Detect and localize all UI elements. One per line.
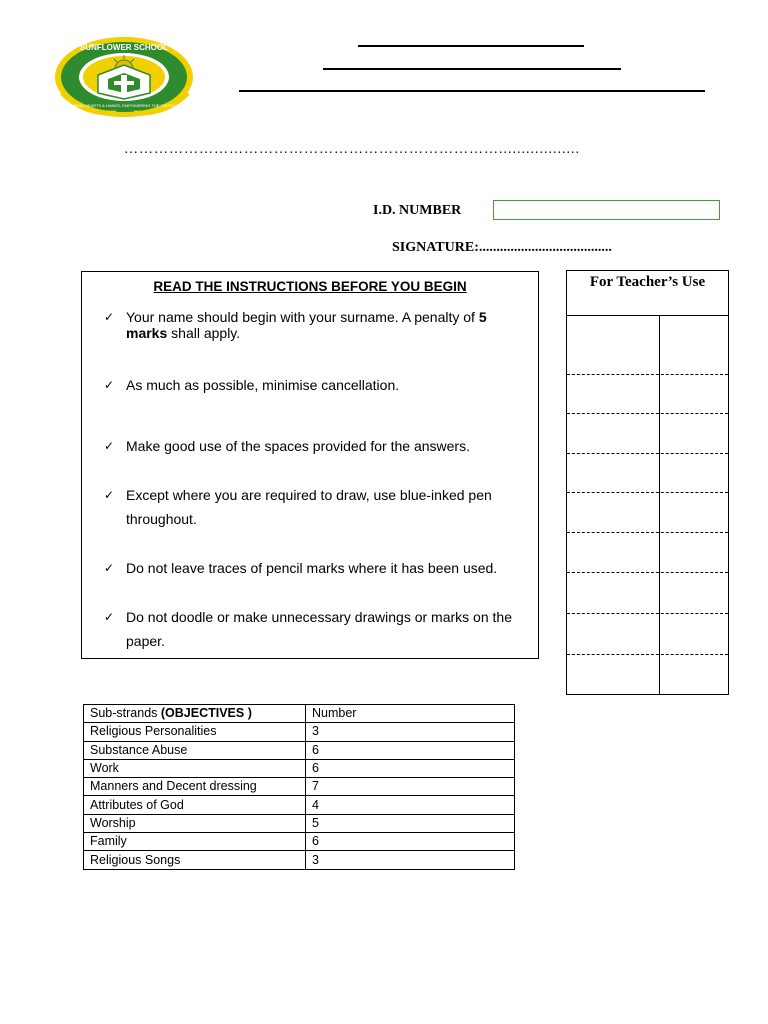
substrand-number: 4 <box>306 796 515 814</box>
instruction-text: As much as possible, minimise cancellation. <box>126 377 400 393</box>
teacher-use-row[interactable] <box>567 492 728 493</box>
teacher-use-divider <box>567 315 728 316</box>
table-header-number: Number <box>306 705 515 723</box>
instructions-title: READ THE INSTRUCTIONS BEFORE YOU BEGIN <box>153 279 467 294</box>
substrand-name: Religious Songs <box>84 851 306 869</box>
svg-text:REAL HEARTS & HANDS, EMPOWERIN: REAL HEARTS & HANDS, EMPOWERING THE YOUTH <box>73 103 175 108</box>
teacher-use-row[interactable] <box>567 532 728 533</box>
substrand-name: Manners and Decent dressing <box>84 778 306 796</box>
teacher-use-column-divider <box>659 315 660 694</box>
teacher-use-row[interactable] <box>567 613 728 614</box>
substrand-number: 5 <box>306 814 515 832</box>
instruction-text: Do not leave traces of pencil marks where it has been used. <box>126 560 498 576</box>
checkmark-icon: ✓ <box>104 439 115 453</box>
substrand-number: 6 <box>306 741 515 759</box>
teacher-use-row[interactable] <box>567 572 728 573</box>
instruction-text: Except where you are required to draw, use blue-inked pen throughout. <box>126 487 492 527</box>
instruction-text: Do not doodle or make unnecessary drawings or marks on the paper. <box>126 609 512 649</box>
table-row <box>84 814 515 832</box>
checkmark-icon: ✓ <box>104 310 115 324</box>
substrand-number: 6 <box>306 833 515 851</box>
table-header-row <box>84 705 515 723</box>
substrand-number: 3 <box>306 851 515 869</box>
table-row <box>84 833 515 851</box>
checkmark-icon: ✓ <box>104 561 115 575</box>
substrand-name: Family <box>84 833 306 851</box>
checkmark-icon: ✓ <box>104 610 115 624</box>
logo-text: SUNFLOWER SCHOOL <box>80 43 168 52</box>
substrand-name: Worship <box>84 814 306 832</box>
header-line-3 <box>239 90 705 92</box>
teacher-use-box <box>566 270 729 695</box>
instruction-text: Your name should begin with your surname. A penalty of 5 marks shall apply. <box>126 309 487 341</box>
substrand-name: Substance Abuse <box>84 741 306 759</box>
header-line-2 <box>323 68 621 70</box>
teacher-use-row[interactable] <box>567 413 728 414</box>
teacher-use-row[interactable] <box>567 654 728 655</box>
teacher-use-row[interactable] <box>567 374 728 375</box>
table-row <box>84 851 515 869</box>
id-number-field[interactable] <box>493 200 720 220</box>
checkmark-icon: ✓ <box>104 378 115 392</box>
header-line-1 <box>358 45 584 47</box>
school-logo <box>54 35 196 119</box>
substrand-number: 6 <box>306 759 515 777</box>
table-row <box>84 778 515 796</box>
teacher-use-title: For Teacher’s Use <box>589 274 706 290</box>
substrand-number: 3 <box>306 723 515 741</box>
table-header-substrands: Sub-strands (OBJECTIVES ) <box>84 705 306 723</box>
substrand-name: Work <box>84 759 306 777</box>
instructions-box <box>81 271 539 659</box>
table-row <box>84 759 515 777</box>
signature-line[interactable]: SIGNATURE:...................................... <box>392 240 612 255</box>
instruction-text: Make good use of the spaces provided for the answers. <box>126 438 470 454</box>
substrands-table <box>83 704 515 870</box>
substrand-number: 7 <box>306 778 515 796</box>
teacher-use-row[interactable] <box>567 453 728 454</box>
name-dotted-line[interactable]: ………………………………………………………………….................. <box>124 142 580 157</box>
table-row <box>84 796 515 814</box>
table-row <box>84 741 515 759</box>
checkmark-icon: ✓ <box>104 488 115 502</box>
table-row <box>84 723 515 741</box>
id-number-label: I.D. NUMBER <box>373 203 462 218</box>
substrand-name: Religious Personalities <box>84 723 306 741</box>
substrand-name: Attributes of God <box>84 796 306 814</box>
